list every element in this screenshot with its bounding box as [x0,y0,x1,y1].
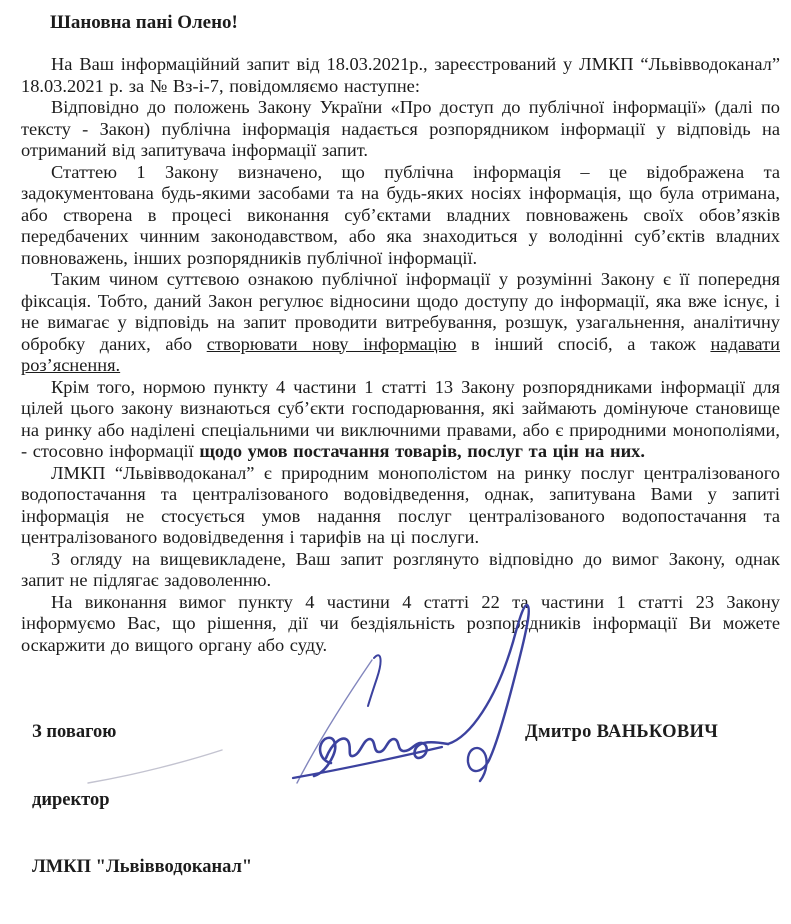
paragraph-4-seg-1: Таким чином суттєвою ознакою публічної інформації у розумінні Закону є її попередня фіксація. Тобто, даний Закон регулює відносини щодо доступу до інформації, яка вже існує, і не вимагає у відповідь на запит проводити витребування, розшук, узагальнення, аналітичну обробку даних, або [21,269,780,354]
paragraph-7 [21,549,780,592]
paragraph-1 [21,54,780,97]
paragraph-4-underlined-1: створювати нову інформацію [206,333,457,354]
paragraph-3 [21,162,780,270]
paragraph-4 [21,269,780,377]
closing-block [32,676,252,924]
letter-body [21,12,780,656]
signature-underline [293,747,442,778]
paragraph-5-bold: щодо умов постачання товарів, послуг та цін на них. [199,441,645,461]
signature-thin-line [297,660,372,783]
salutation: Шановна пані Олено! [50,12,238,33]
paragraph-4-seg-3: в інший спосіб, а також [456,333,711,354]
closing-line-regards: З повагою [32,722,117,742]
paragraph-8 [21,592,780,657]
closing-line-title: директор [32,789,110,810]
paragraph-3-text: Статтею 1 Закону визначено, що публічна інформація – це відображена та задокументована будь-якими засобами та на будь-яких носіях інформація, що була отримана, або створена в процесі виконання суб’єктами владних повноважень своїх обов’язків передбачених чинним законодавством, або яка знаходиться у володінні суб’єктів владних повноважень, інших розпорядників публічної інформації. [21,161,780,268]
signature-hook [368,655,381,706]
paragraph-8-text: На виконання вимог пункту 4 частини 4 статті 22 та частини 1 статті 23 Закону інформуємо Вас, що рішення, дії чи бездіяльність розпорядників інформації Ви можете оскаржити до вищого органу або суду. [21,591,780,655]
paragraph-4-underlined-2: надавати роз’яснення. [21,333,780,375]
paragraph-6-text: ЛМКП “Львівводоканал” є природним монополістом на ринку послуг централізованого водопостачання та централізованого водовідведення, однак, запитувана Вами у запиті інформація не стосується умов надання послуг централізованого водопостачання та централізованого водовідведення і тарифів на ці послуги. [21,462,780,547]
paragraph-1-text: На Ваш інформаційний запит від 18.03.2021р., зареєстрований у ЛМКП “Львівводоканал” 18.03.2021 р. за № Вз-і-7, повідомляємо наступне: [21,54,780,96]
paragraph-6 [21,463,780,549]
closing-line-company: ЛМКП "Львівводоканал" [32,857,253,877]
paragraph-7-text: З огляду на вищевикладене, Ваш запит розглянуто відповідно до вимог Закону, однак запит не підлягає задоволенню. [21,548,780,590]
paragraph-2 [21,97,780,162]
signature-scribble [314,738,448,776]
paragraph-2-text: Відповідно до положень Закону України «Про доступ до публічної інформації» (далі по тексту - Закон) публічна інформація надається розпорядником інформації у відповідь на отриманий від запитувача інформації запит. [21,97,780,160]
paragraph-5 [21,377,780,463]
signer-name: Дмитро ВАНЬКОВИЧ [525,722,719,742]
paragraph-5-seg-1: Крім того, нормою пункту 4 частини 1 статті 13 Закону розпорядниками інформації для цілей цього закону визнаються суб’єкти господарювання, які займають домінуюче становище на ринку або наділені спеціальними чи виключними правами, або є природними монополіями, - стосовно інформації [21,376,780,461]
